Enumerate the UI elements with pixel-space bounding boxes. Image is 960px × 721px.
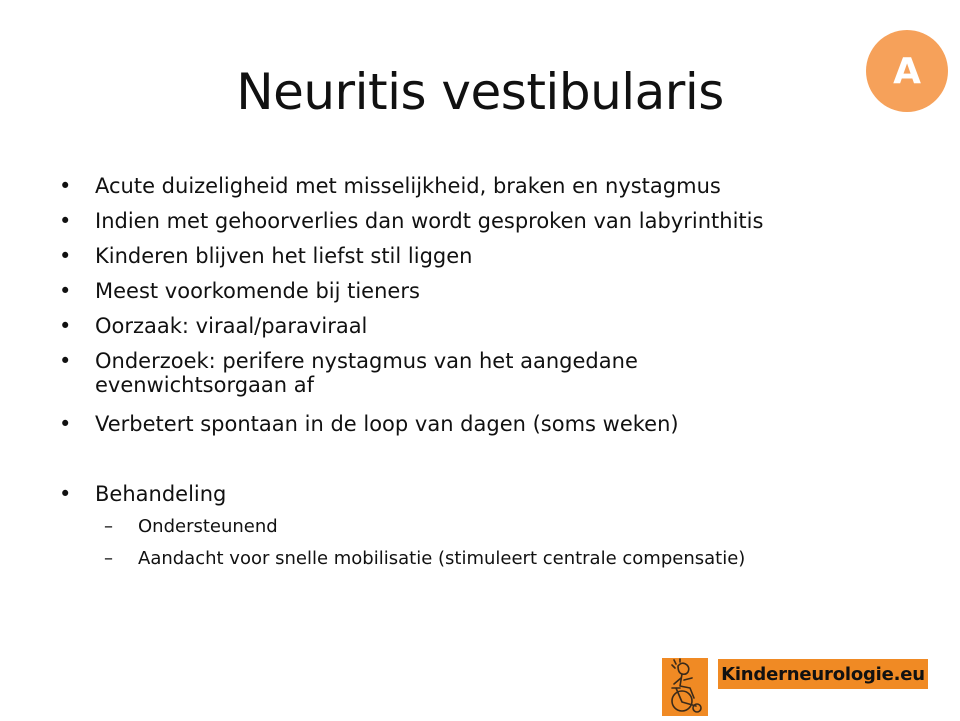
brand-logo <box>718 659 928 689</box>
bullet-dot: • <box>59 279 72 303</box>
badge-letter: A <box>893 50 921 92</box>
bullet-text: Indien met gehoorverlies dan wordt gesproken van labyrinthitis <box>95 209 764 233</box>
bullet-dot: • <box>59 174 72 198</box>
brand-logo-text: Kinderneurologie.eu <box>721 663 925 685</box>
bullet-text: Onderzoek: perifere nystagmus van het aangedane <box>95 349 638 373</box>
bullet-dot: • <box>59 412 72 436</box>
child-in-wheelchair-icon <box>662 658 708 716</box>
bullet-text: Kinderen blijven het liefst stil liggen <box>95 244 473 268</box>
bullet-text: Verbetert spontaan in de loop van dagen (soms weken) <box>95 412 679 436</box>
section-badge <box>866 30 948 112</box>
bullet-dot: • <box>59 244 72 268</box>
bullet-text-continuation: evenwichtsorgaan af <box>95 373 315 397</box>
bullet-text: Behandeling <box>95 482 227 506</box>
sub-bullet-dash: – <box>104 548 113 569</box>
slide-title: Neuritis vestibularis <box>236 63 724 121</box>
bullet-dot: • <box>59 482 72 506</box>
bullet-dot: • <box>59 349 72 373</box>
wheelchair-drawing <box>662 658 708 716</box>
bullet-text: Acute duizeligheid met misselijkheid, braken en nystagmus <box>95 174 721 198</box>
bullet-text: Meest voorkomende bij tieners <box>95 279 420 303</box>
sub-bullet-text: Ondersteunend <box>138 516 278 537</box>
sub-bullet-dash: – <box>104 516 113 537</box>
bullet-dot: • <box>59 209 72 233</box>
sub-bullet-text: Aandacht voor snelle mobilisatie (stimuleert centrale compensatie) <box>138 548 746 569</box>
bullet-text: Oorzaak: viraal/paraviraal <box>95 314 368 338</box>
bullet-dot: • <box>59 314 72 338</box>
